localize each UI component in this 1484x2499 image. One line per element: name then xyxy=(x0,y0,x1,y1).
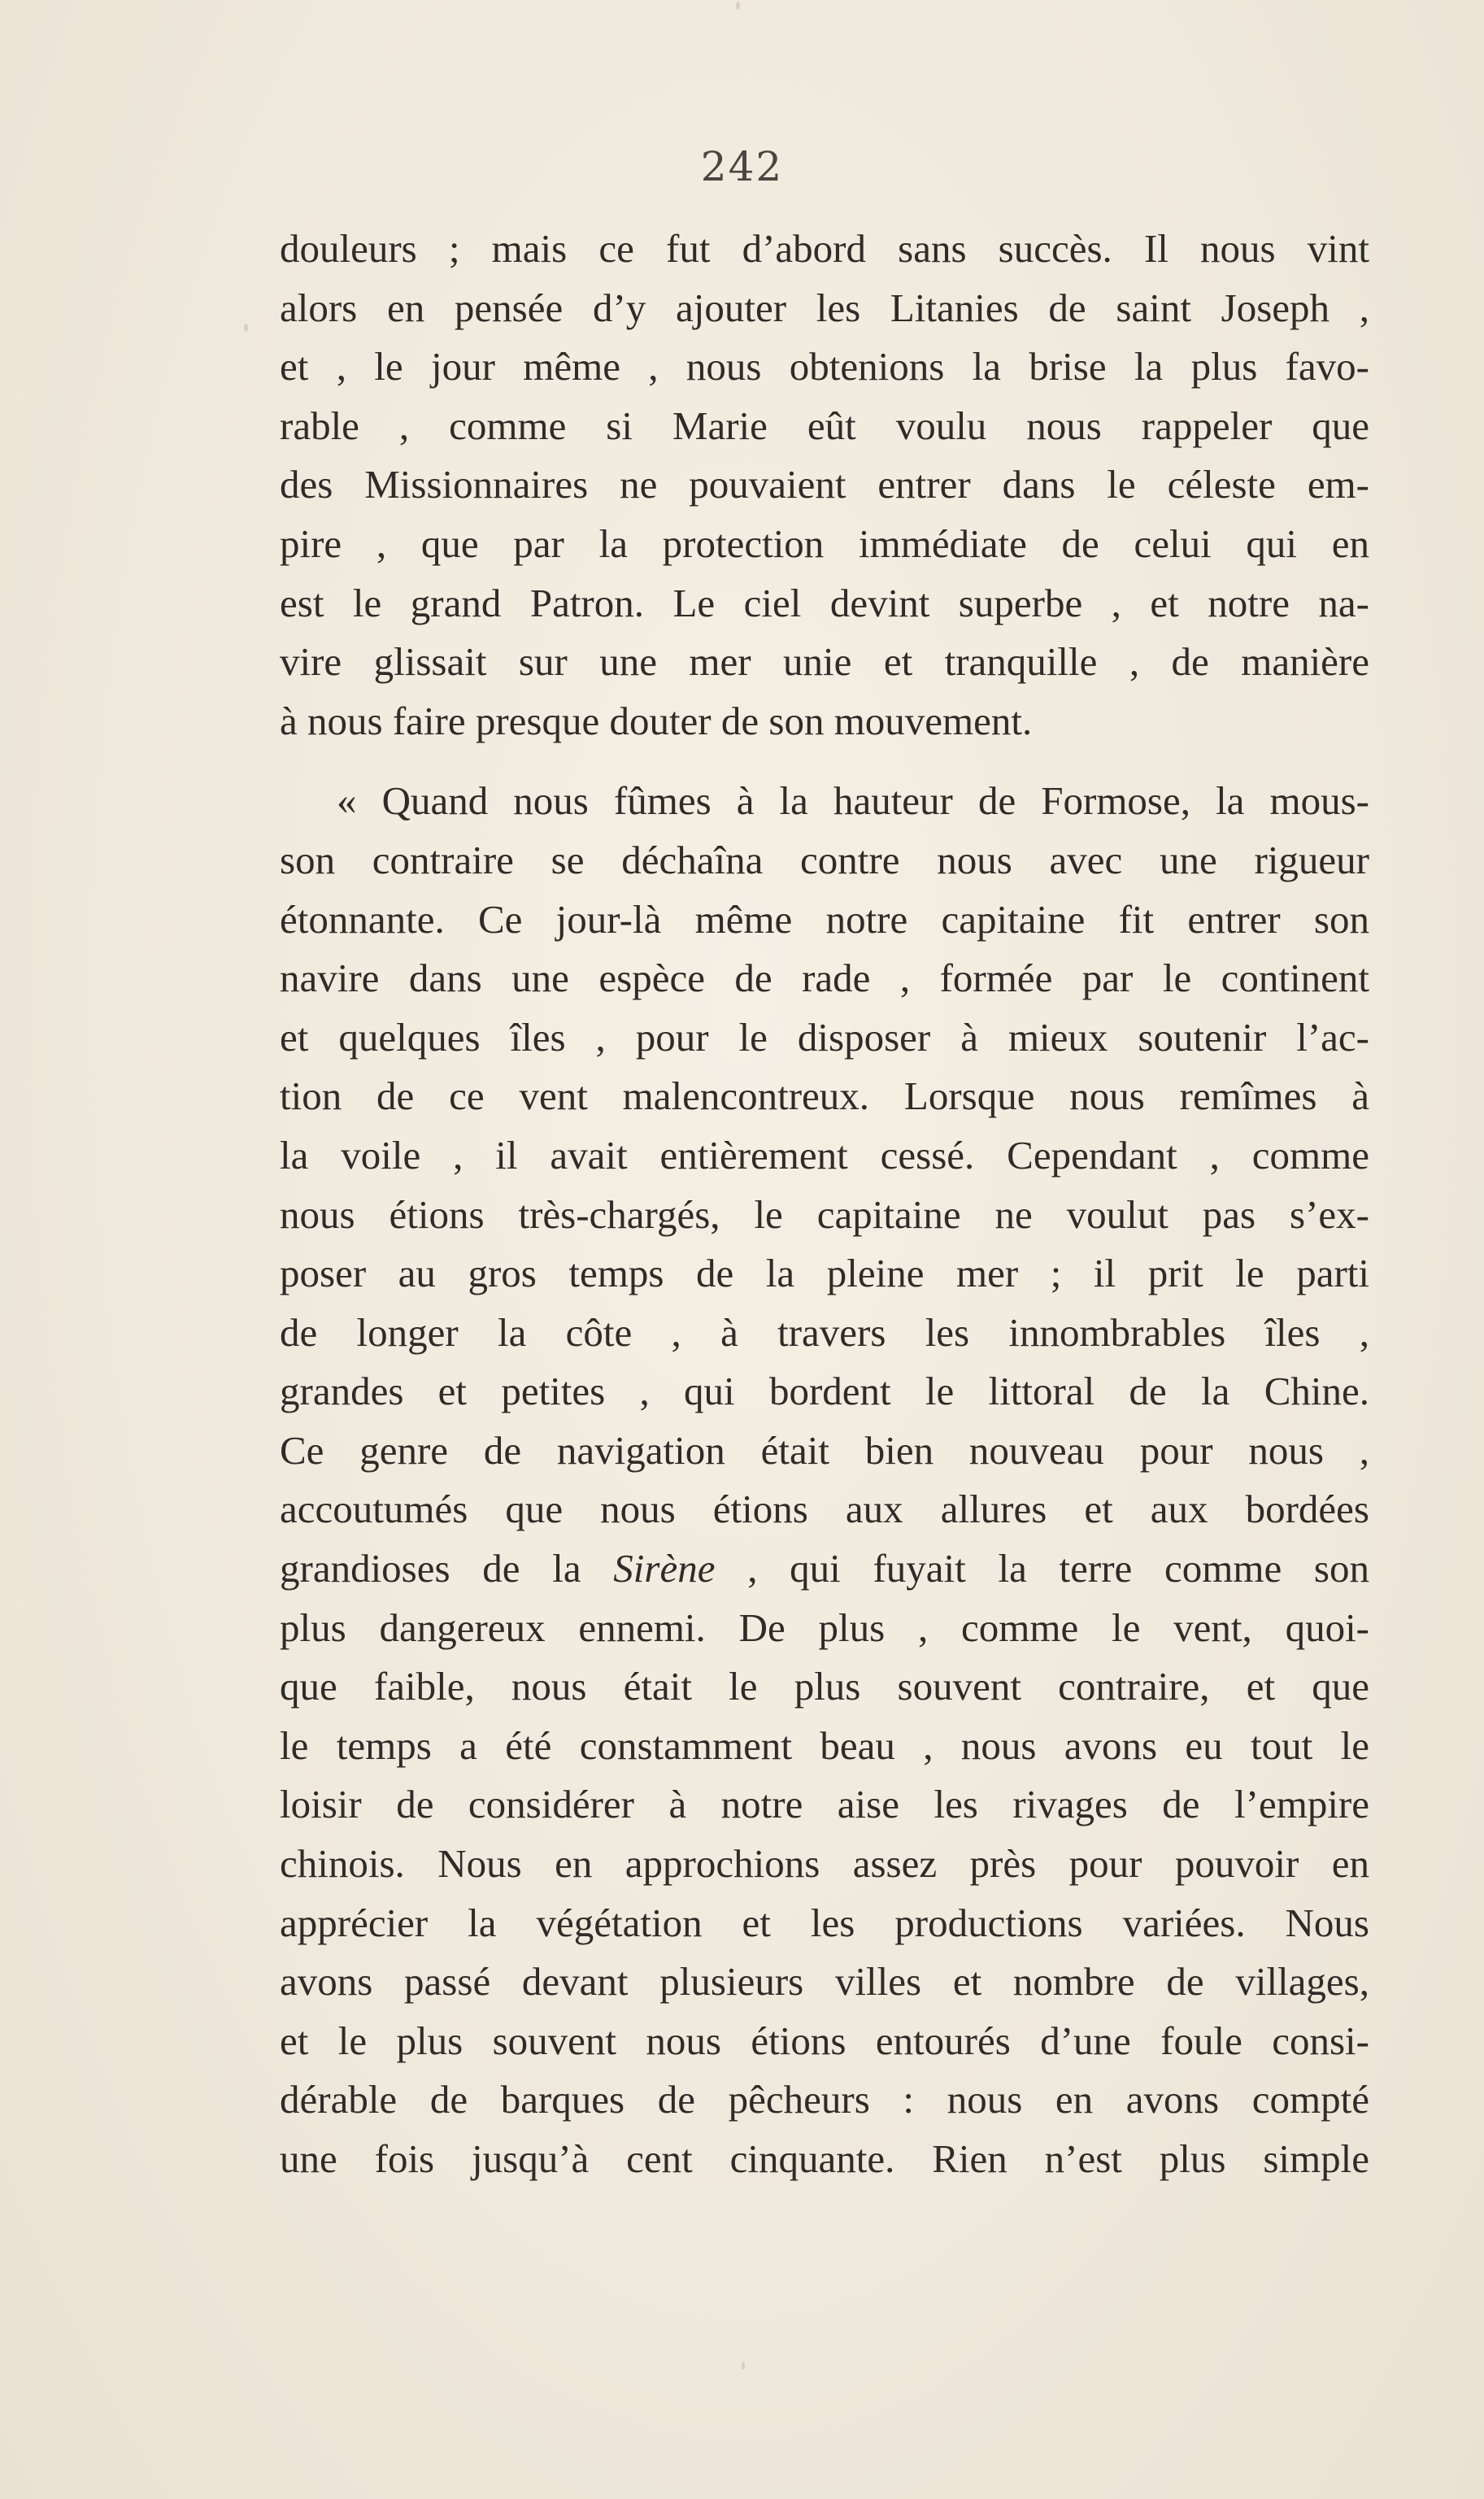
text-line: apprécier la végétation et les productions variées. Nous xyxy=(280,1900,1369,1945)
text-line: avons passé devant plusieurs villes et nombre de villages, xyxy=(280,1959,1369,2005)
text-line: la voile , il avait entièrement cessé. Cependant , comme xyxy=(280,1132,1369,1178)
text-line: grandioses de la Sirène , qui fuyait la terre comme son xyxy=(280,1546,1369,1591)
text-line: rable , comme si Marie eût voulu nous rappeler que xyxy=(280,403,1369,448)
text-line: que faible, nous était le plus souvent contraire, et que xyxy=(280,1664,1369,1709)
text-line: Ce genre de navigation était bien nouveau pour nous , xyxy=(280,1427,1369,1473)
text-line: son contraire se déchaîna contre nous avec une rigueur xyxy=(280,837,1369,882)
paragraph-1 xyxy=(280,220,1369,751)
ship-name-italic: Sirène xyxy=(613,1546,716,1591)
page-number: 242 xyxy=(700,143,784,190)
text-line: poser au gros temps de la pleine mer ; il prit le parti xyxy=(280,1251,1369,1296)
text-line: à nous faire presque douter de son mouvement. xyxy=(280,698,1033,743)
text-line: chinois. Nous en approchions assez près pour pouvoir en xyxy=(280,1841,1369,1887)
text-line: plus dangereux ennemi. De plus , comme le vent, quoi- xyxy=(280,1604,1369,1650)
body-text xyxy=(280,220,1369,2189)
text-line: alors en pensée d’y ajouter les Litanies de saint Joseph , xyxy=(280,285,1369,330)
text-line: nous étions très-chargés, le capitaine ne voulut pas s’ex- xyxy=(280,1191,1369,1237)
text-line: et , le jour même , nous obtenions la brise la plus favo- xyxy=(280,344,1369,390)
text-line: douleurs ; mais ce fut d’abord sans succès. Il nous vint xyxy=(280,226,1369,271)
text-line: et quelques îles , pour le disposer à mieux soutenir l’ac- xyxy=(280,1014,1369,1060)
text-line: loisir de considérer à notre aise les rivages de l’empire xyxy=(280,1782,1369,1827)
paragraph-2 xyxy=(280,772,1369,2188)
text-line: pire , que par la protection immédiate de celui qui en xyxy=(280,520,1369,566)
text-line: étonnante. Ce jour-là même notre capitaine fit entrer son xyxy=(280,896,1369,942)
text-line: de longer la côte , à travers les innombrables îles , xyxy=(280,1309,1369,1355)
text-line: navire dans une espèce de rade , formée par le continent xyxy=(280,956,1369,1001)
text-line: est le grand Patron. Le ciel devint superbe , et notre na- xyxy=(280,580,1369,625)
text-line: une fois jusqu’à cent cinquante. Rien n’est plus simple xyxy=(280,2136,1369,2181)
text-line: accoutumés que nous étions aux allures et aux bordées xyxy=(280,1487,1369,1532)
text-line: dérable de barques de pêcheurs : nous en avons compté xyxy=(280,2077,1369,2122)
text-line: grandes et petites , qui bordent le littoral de la Chine. xyxy=(280,1369,1369,1414)
text-line: vire glissait sur une mer unie et tranquille , de manière xyxy=(280,639,1369,685)
text-line: tion de ce vent malencontreux. Lorsque nous remîmes à xyxy=(280,1073,1369,1119)
text-line: et le plus souvent nous étions entourés d’une foule consi- xyxy=(280,2018,1369,2063)
text-line: « Quand nous fûmes à la hauteur de Formose, la mous- xyxy=(337,778,1369,824)
text-line: le temps a été constamment beau , nous avons eu tout le xyxy=(280,1722,1369,1768)
text-line: des Missionnaires ne pouvaient entrer dans le céleste em- xyxy=(280,462,1369,507)
